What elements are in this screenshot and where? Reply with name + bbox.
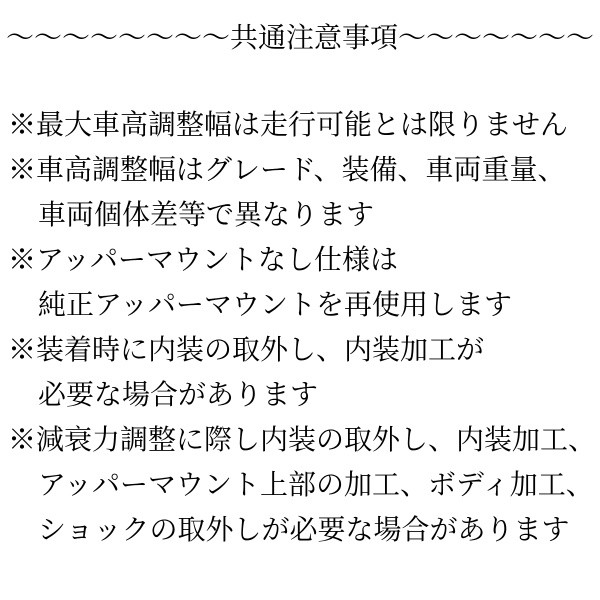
notice-line-damping-adjustment-work-cont2: ショックの取外しが必要な場合があります xyxy=(38,515,570,546)
notice-line-adjustment-range-varies: ※車高調整幅はグレード、装備、車両重量、 xyxy=(8,155,566,186)
notice-line-no-upper-mount-spec: ※アッパーマウントなし仕様は xyxy=(8,245,399,276)
notice-line-damping-adjustment-work: ※減衰力調整に際し内装の取外し、内装加工、 xyxy=(8,425,597,456)
notice-line-max-height-adjustment: ※最大車高調整幅は走行可能とは限りません xyxy=(8,110,569,141)
notice-line-interior-removal-on-install: ※装着時に内装の取外し、内装加工が xyxy=(8,335,485,366)
notice-body xyxy=(0,103,600,553)
notice-line-no-upper-mount-spec-cont: 純正アッパーマウントを再使用します xyxy=(38,290,513,321)
notice-line-interior-removal-on-install-cont: 必要な場合があります xyxy=(38,380,319,411)
notice-line-adjustment-range-varies-cont: 車両個体差等で異なります xyxy=(38,200,375,231)
notice-title: ～～～～～～～～共通注意事項～～～～～～～ xyxy=(5,23,594,54)
notice-line-damping-adjustment-work-cont1: アッパーマウント上部の加工、ボディ加工、 xyxy=(38,470,594,501)
